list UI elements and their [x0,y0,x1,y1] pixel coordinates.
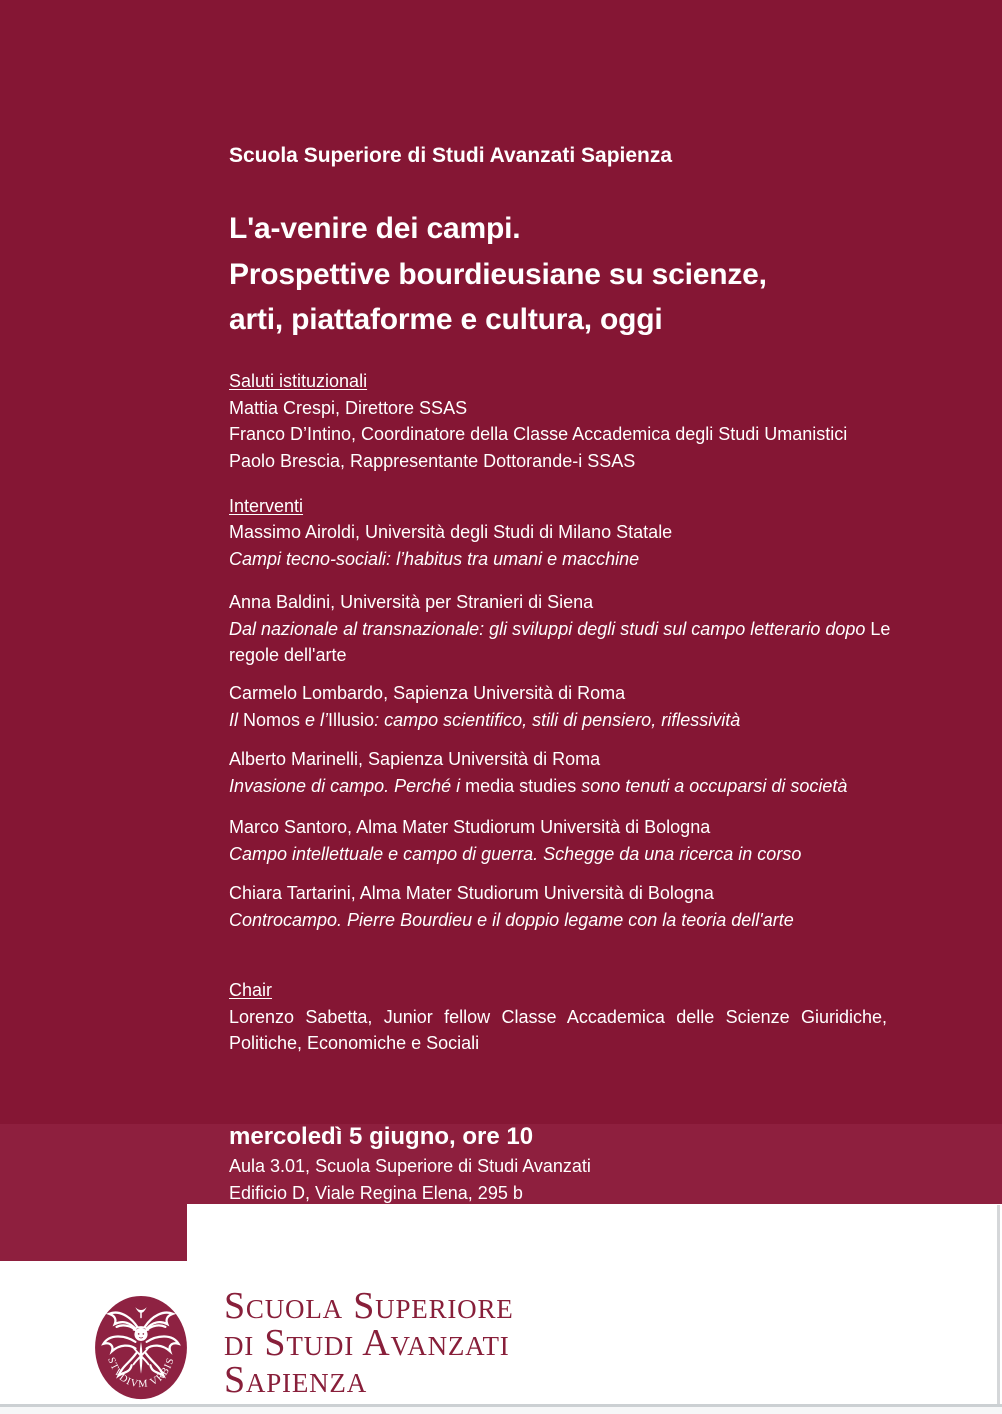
saluti-label: Saluti istituzionali [229,371,368,391]
speaker-name: Marco Santoro, Alma Mater Studiorum Università di Bologna [229,817,711,837]
event-schedule [229,1120,899,1206]
speaker-airoldi [229,519,899,572]
footer-wordmark [224,1285,514,1401]
chair-person: Lorenzo Sabetta, Junior fellow Classe Accademica delle Scienze Giuridiche, Politiche, Economiche e Sociali [229,1006,887,1053]
interventi-label: Interventi [229,496,304,516]
section-interventi-label [229,493,899,520]
talk-title [229,707,899,734]
sapienza-logo-svg [94,1295,188,1400]
talk-title [229,546,899,573]
speaker-name: Anna Baldini, Università per Stranieri di Siena [229,592,594,612]
title-segment: Nomos [243,709,301,730]
talk-title [229,773,899,800]
event-title [229,206,899,343]
title-segment: : campo scientifico, stili di pensiero, riflessività [374,709,741,730]
event-address: Edificio D, Viale Regina Elena, 295 b [229,1182,523,1203]
speaker-name: Massimo Airoldi, Università degli Studi di Milano Statale [229,522,673,542]
title-segment: Il [229,709,244,730]
title-segment: Le regole dell'arte [229,618,891,665]
saluti-person: Paolo Brescia, Rappresentante Dottorande-i SSAS [229,450,636,471]
title-segment: Campo intellettuale e campo di guerra. Schegge da una ricerca in corso [229,843,802,864]
event-venue: Aula 3.01, Scuola Superiore di Studi Avanzati [229,1156,591,1176]
title-segment: media studies [465,775,577,796]
talk-title [229,616,899,669]
speaker-tartarini [229,880,899,933]
wordmark-line-3: Sapienza [224,1359,368,1401]
cherub-eye [138,1333,140,1335]
page-right-edge [997,1205,1000,1414]
title-segment: sono tenuti a occuparsi di società [576,775,848,796]
sapienza-logo [94,1295,188,1400]
title-segment: Invasione di campo. Perché i [229,775,466,796]
cherub-eye [143,1333,145,1335]
title-segment: Dal nazionale al transnazionale: gli sviluppi degli studi sul campo letterario dopo [229,618,871,639]
wordmark-line-1: Scuola Superiore [224,1285,514,1327]
footer-left-maroon-block [0,1204,187,1261]
speaker-baldini [229,589,899,669]
logo-motto-text: STVDIVM VRBIS [105,1355,177,1391]
speaker-lombardo [229,680,899,733]
chair-label: Chair [229,980,273,1000]
saluti-person: Franco D’Intino, Coordinatore della Classe Accademica degli Studi Umanistici [229,424,848,444]
title-segment: Controcampo. Pierre Bourdieu e il doppio legame con la teoria dell'arte [229,909,794,930]
talk-title [229,907,899,934]
title-segment: Campi tecno-sociali: l’habitus tra umani e macchine [229,548,640,569]
talk-title [229,841,899,868]
speaker-marinelli [229,746,899,799]
speaker-name: Chiara Tartarini, Alma Mater Studiorum Università di Bologna [229,883,714,903]
event-title-line-2: Prospettive bourdieusiane su scienze, [229,257,767,291]
viewer-background-strip [0,1407,1002,1414]
organization-header: Scuola Superiore di Studi Avanzati Sapienza [229,144,673,167]
wordmark-line-2: di Studi Avanzati [224,1322,510,1364]
speaker-santoro [229,814,899,867]
speaker-name: Alberto Marinelli, Sapienza Università di Roma [229,749,601,769]
section-saluti [229,368,899,474]
event-datetime: mercoledì 5 giugno, ore 10 [229,1123,534,1150]
event-title-line-1: L'a-venire dei campi. [229,212,521,245]
cherub-face [134,1328,147,1341]
event-title-line-3: arti, piattaforme e cultura, oggi [229,303,663,336]
section-chair [229,977,899,1057]
title-segment: Illusio [328,709,375,730]
saluti-person: Mattia Crespi, Direttore SSAS [229,397,468,418]
speaker-name: Carmelo Lombardo, Sapienza Università di Roma [229,683,626,703]
title-segment: e l’ [300,709,329,730]
